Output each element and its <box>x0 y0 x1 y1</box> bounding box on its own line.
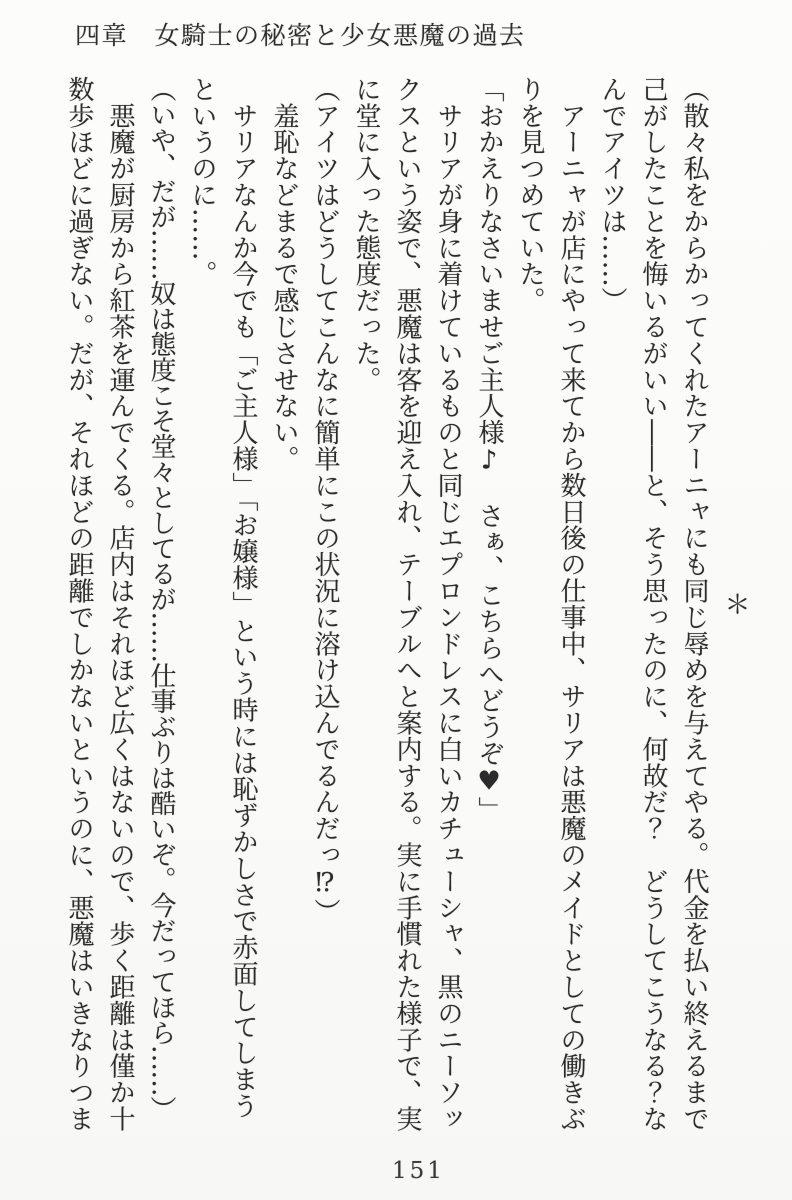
paragraph-narration-maid-outfit: サリアが身に着けているものと同じエプロンドレスに白いカチューシャ、黒のニーソックスという姿で、悪魔は客を迎え入れ、テーブルへと案内する。実に手慣れた様子で、実に堂に入った態度だった。 <box>351 76 463 1132</box>
paragraph-narration-no-shame: 羞恥などまるで感じさせない。 <box>269 76 299 472</box>
body-text <box>58 76 755 1132</box>
paragraph-thought-bad-work: （いや、だが……奴は態度こそ堂々としてるが……仕事ぶりは酷いぞ。今だってほら……） <box>146 76 176 1122</box>
paragraph-dialogue-welcome: 「おかえりなさいませご主人様♪ さぁ、こちらへどうぞ♥」 <box>474 76 504 824</box>
paragraph-thought-blending-in: （アイツはどうしてこんなに簡単にこの状況に溶け込んでるんだっ⁉） <box>310 76 340 925</box>
section-break-asterisk: ＊ <box>720 591 750 617</box>
paragraph-narration-tea-carry: 悪魔が厨房から紅茶を運んでくる。店内はそれほど広くはないので、歩く距離は僅か十数歩ほどに過ぎない。だが、それほどの距離でしかないというのに、悪魔はいきなりつま <box>64 76 135 1132</box>
page-number: 151 <box>392 1158 445 1184</box>
paragraph-narration-saria-blush: サリアなんか今でも「ご主人様」「お嬢様」という時には恥ずかしさで赤面してしまうというのに……。 <box>187 76 258 1119</box>
chapter-header: 四章 女騎士の秘密と少女悪魔の過去 <box>75 21 526 50</box>
paragraph-thought-revenge: （散々私をからかってくれたアーニャにも同じ辱めを与えてやる。代金を払い終えるまで己がしたことを悔いるがいい――と、そう思ったのに、何故だ？ どうしてこうなる？なんでアイツは……） <box>597 76 709 1132</box>
paragraph-narration-watching: アーニャが店にやって来てから数日後の仕事中、サリアは悪魔のメイドとしての働きぶりを見つめていた。 <box>515 76 586 1132</box>
